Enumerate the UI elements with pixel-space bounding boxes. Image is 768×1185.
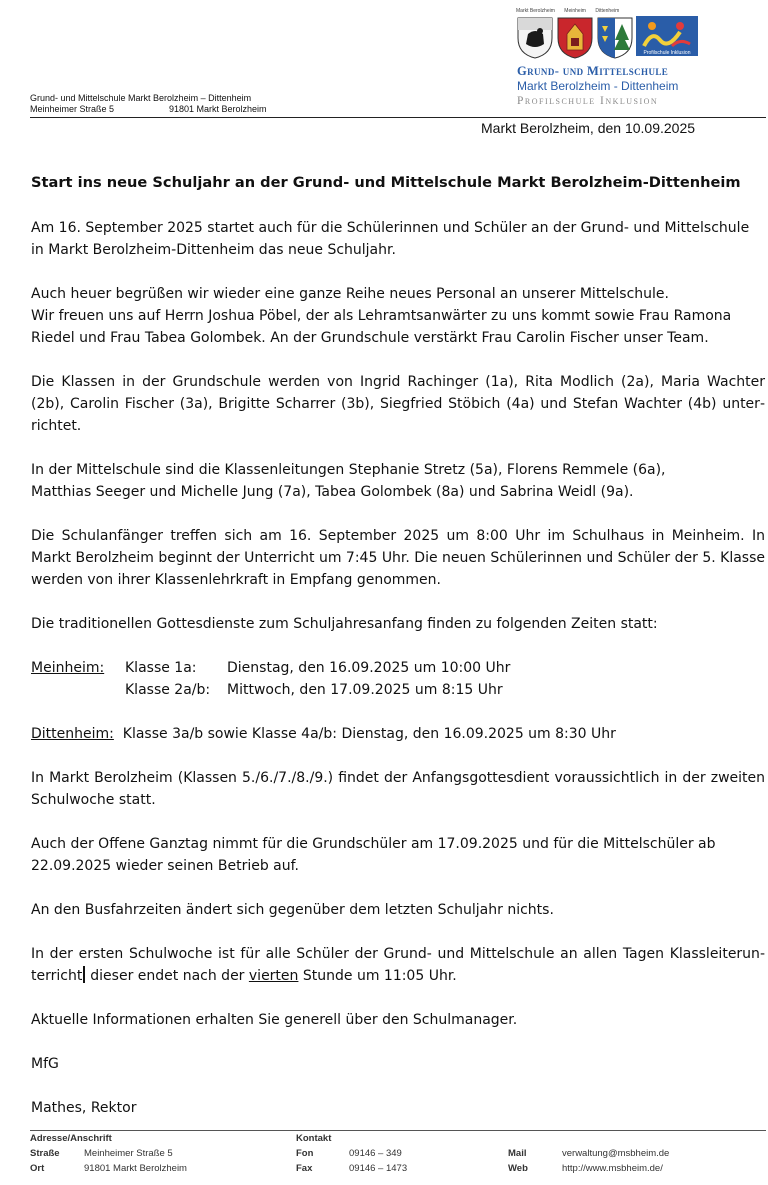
dateline: Markt Berolzheim, den 10.09.2025	[481, 120, 696, 136]
paragraph-school-start: Die Schulanfänger treffen sich am 16. September 2025 um 8:00 Uhr im Schulhaus in Meinheim. In Markt Berolzheim beginnt der Unterricht um 7:45 Uhr. Die neuen Schülerinnen und Schüler der 5. Klasse werden von ihrer Klassenlehrkraft in Empfang genommen.	[31, 528, 765, 588]
sender-address	[30, 93, 267, 115]
crest-caption-1: Markt Berolzheim	[516, 8, 555, 14]
paragraph-grundschule-classes: Die Klassen in der Grundschule werden von Ingrid Rachinger (1a), Rita Modlich (2a), Maria Wachter (2b), Carolin Fischer (3a), Brigitte Scharrer (3b), Siegfried Stöbich (4a) und Stefan Wachter (4b) unterrichtet.	[31, 374, 765, 434]
letter-body[interactable]	[31, 172, 765, 1141]
footer-web-label: Web	[508, 1163, 528, 1174]
sender-address-row	[30, 104, 267, 115]
footer-street-label: Straße	[30, 1148, 60, 1159]
sender-school-line: Grund- und Mittelschule Markt Berolzheim – Dittenheim	[30, 93, 252, 103]
schedule-dittenheim-text: Klasse 3a/b sowie Klasse 4a/b: Dienstag, den 16.09.2025 um 8:30 Uhr	[122, 726, 616, 742]
school-logo-strip	[516, 8, 700, 60]
paragraph-first-week-underlined: vierten	[248, 968, 299, 984]
header-divider	[30, 117, 766, 118]
paragraph-staff-line1: Auch heuer begrüßen wir wieder eine ganze Reihe neues Personal an unserer Mittelschule.	[31, 286, 669, 302]
schedule-dittenheim	[31, 723, 765, 745]
paragraph-staff	[31, 283, 765, 349]
footer-phone-label: Fon	[296, 1148, 314, 1159]
paragraph-intro: Am 16. September 2025 startet auch für die Schülerinnen und Schüler an der Grund- und Mittelschule in Markt Berolzheim-Dittenheim das neue Schuljahr.	[31, 220, 750, 258]
footer-fax-label: Fax	[296, 1163, 313, 1174]
schedule-dittenheim-place: Dittenheim:	[31, 726, 114, 742]
logo-caption: Profilschule Inklusion	[643, 50, 691, 56]
footer-web-value[interactable]: http://www.msbheim.de/	[562, 1163, 663, 1174]
crest-caption-2: Meinheim	[564, 8, 586, 14]
schedule-meinheim-class-2: Klasse 2a/b:	[125, 682, 211, 698]
paragraph-markt-berolzheim-service: In Markt Berolzheim (Klassen 5./6./7./8./9.) findet der Anfangsgottesdient voraussichtlich in der zweiten Schulwoche statt.	[31, 770, 765, 808]
paragraph-mittelschule-line1: In der Mittelschule sind die Klassenleitungen Stephanie Stretz (5a), Florens Remmele (6a),	[31, 462, 666, 478]
school-name-line3: Profilschule Inklusion	[517, 95, 659, 107]
sender-city: 91801 Markt Berolzheim	[169, 104, 267, 114]
crest-meinheim-icon	[558, 18, 592, 58]
paragraph-mittelschule-classes	[31, 459, 765, 503]
footer-address-heading: Adresse/Anschrift	[30, 1133, 112, 1144]
footer-mail-label: Mail	[508, 1148, 527, 1159]
school-name-line1: Grund- und Mittelschule	[517, 64, 669, 78]
footer-phone-value: 09146 – 349	[349, 1148, 402, 1159]
paragraph-first-week-part3: Stunde um 11:05 Uhr.	[298, 968, 457, 984]
signature: Mathes, Rektor	[31, 1100, 137, 1116]
paragraph-ganztag: Auch der Offene Ganztag nimmt für die Grundschüler am 17.09.2025 und für die Mittelschüler ab 22.09.2025 wieder seinen Betrieb auf.	[31, 836, 716, 874]
footer-city-value: 91801 Markt Berolzheim	[84, 1163, 187, 1174]
paragraph-schulmanager: Aktuelle Informationen erhalten Sie generell über den Schulmanager.	[31, 1012, 518, 1028]
footer-mail-value[interactable]: verwaltung@msbheim.de	[562, 1148, 670, 1159]
paragraph-mittelschule-line2: Matthias Seeger und Michelle Jung (7a), Tabea Golombek (8a) und Sabrina Weidl (9a).	[31, 484, 634, 500]
crest-captions	[516, 8, 627, 14]
paragraph-first-week	[31, 943, 765, 987]
paragraph-bus: An den Busfahrzeiten ändert sich gegenüber dem letzten Schuljahr nichts.	[31, 902, 554, 918]
schedule-meinheim-class-1: Klasse 1a:	[125, 660, 197, 676]
footer-city-label: Ort	[30, 1163, 45, 1174]
footer-divider	[30, 1130, 766, 1131]
crest-caption-3: Dittenheim	[595, 8, 620, 14]
paragraph-staff-line2: Wir freuen uns auf Herrn Joshua Pöbel, der als Lehramtsanwärter zu uns kommt sowie Frau Ramona Riedel und Frau Tabea Golombek. An der Grundschule verstärkt Frau Carolin Fischer unser Team.	[31, 308, 732, 346]
sender-street: Meinheimer Straße 5	[30, 104, 115, 114]
crest-dittenheim-icon	[598, 18, 632, 58]
text-cursor	[83, 966, 85, 983]
schedule-meinheim-time-2: Mittwoch, den 17.09.2025 um 8:15 Uhr	[227, 682, 503, 698]
municipal-crests-icon	[516, 16, 634, 60]
schedule-meinheim-place: Meinheim:	[31, 660, 105, 676]
inclusion-logo-icon	[636, 16, 698, 56]
school-name-block	[517, 63, 707, 109]
footer	[30, 1133, 766, 1178]
footer-contact-heading: Kontakt	[296, 1133, 332, 1144]
paragraph-first-week-part2: dieser endet nach der	[85, 968, 249, 984]
footer-street-value: Meinheimer Straße 5	[84, 1148, 173, 1159]
crest-berolzheim-icon	[518, 18, 552, 58]
schedule-meinheim-time-1: Dienstag, den 16.09.2025 um 10:00 Uhr	[227, 660, 511, 676]
letter-subject: Start ins neue Schuljahr an der Grund- und Mittelschule Markt Berolzheim-Dittenheim	[31, 174, 741, 191]
paragraph-church-services: Die traditionellen Gottesdienste zum Schuljahresanfang finden zu folgenden Zeiten statt:	[31, 616, 658, 632]
closing: MfG	[31, 1056, 59, 1072]
footer-fax-value: 09146 – 1473	[349, 1163, 408, 1174]
schedule-meinheim	[31, 657, 765, 701]
paragraph-first-week-part1: In der ersten Schulwoche ist für alle Schüler der Grund- und Mittelschule an allen Tagen Klassleiterunterricht	[31, 946, 765, 984]
school-name-line2: Markt Berolzheim - Dittenheim	[517, 79, 679, 93]
